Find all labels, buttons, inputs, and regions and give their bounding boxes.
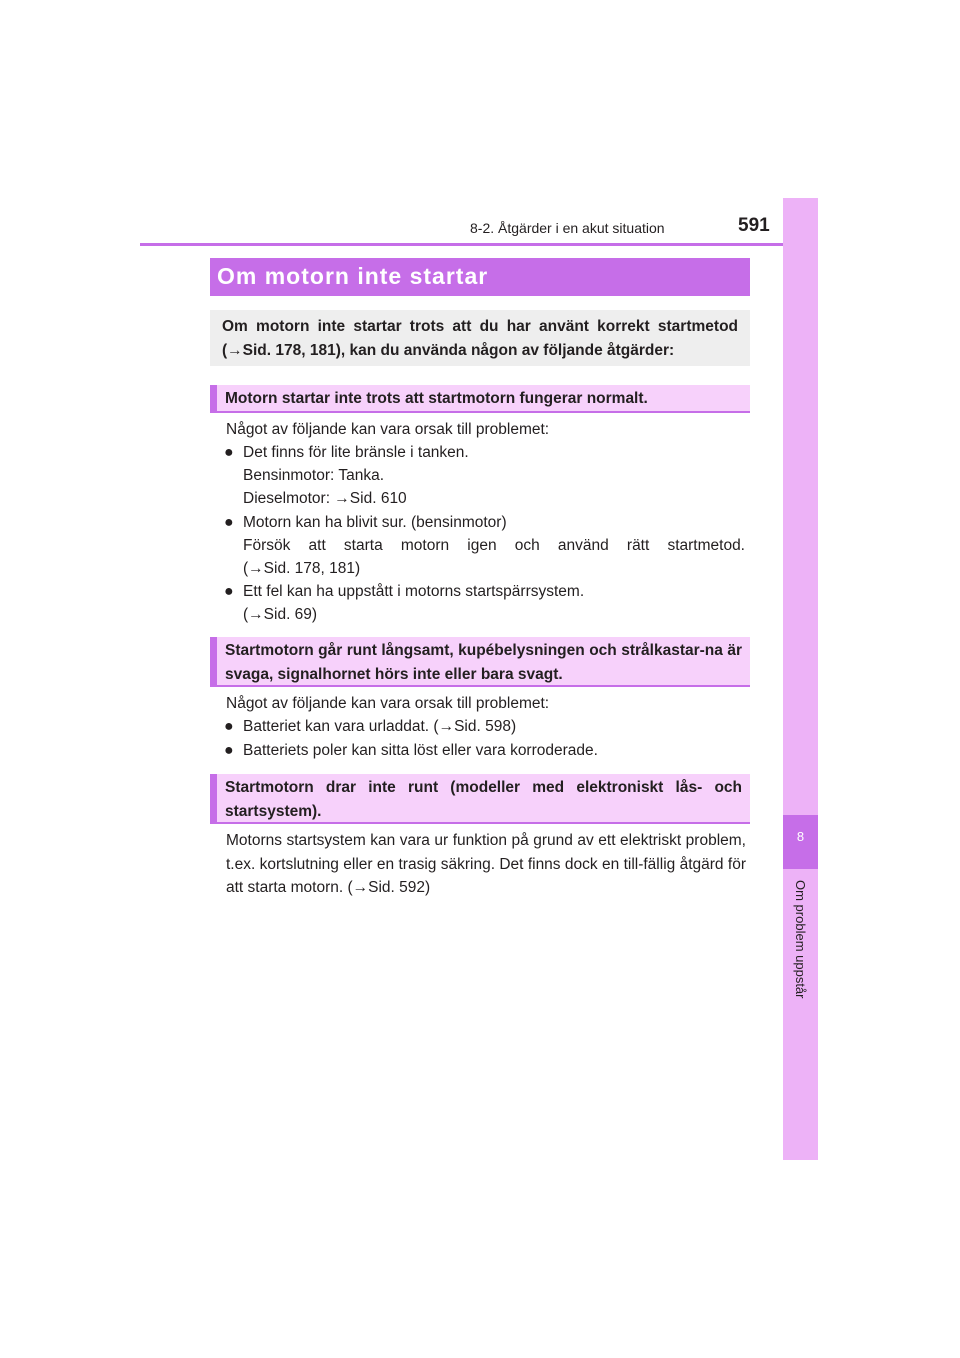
list-item: Det finns för lite bränsle i tanken. bbox=[243, 444, 469, 461]
case-heading: Startmotorn drar inte runt (modeller med elektroniskt lås- och startsystem). bbox=[210, 774, 750, 824]
bullet-icon: ● bbox=[224, 742, 234, 759]
list-item: Ett fel kan ha uppstått i motorns startspärrsystem. bbox=[243, 583, 585, 600]
list-item: Batteriet kan vara urladdat. (→Sid. 598) bbox=[243, 718, 517, 735]
list-item-detail: Dieselmotor: →Sid. 610 bbox=[243, 490, 407, 507]
page-number: 591 bbox=[738, 215, 770, 236]
bullet-icon: ● bbox=[224, 718, 234, 735]
case-heading: Startmotorn går runt långsamt, kupébelysningen och strålkastar-na är svaga, signalhornet hörs inte eller bara svagt. bbox=[210, 637, 750, 687]
bullet-icon: ● bbox=[224, 583, 234, 600]
intro-box: Om motorn inte startar trots att du har använt korrekt startmetod (→Sid. 178, 181), kan du använda någon av följande åtgärder: bbox=[210, 310, 750, 366]
list-item: Batteriets poler kan sitta löst eller vara korroderade. bbox=[243, 742, 598, 759]
list-item-detail: (→Sid. 69) bbox=[243, 606, 318, 623]
case-body: Motorns startsystem kan vara ur funktion på grund av ett elektriskt problem, t.ex. kortslutning eller en trasig säkring. Det finns dock en till-fällig åtgärd för att starta motorn. (→Sid. 592) bbox=[226, 832, 746, 896]
case-lead: Något av följande kan vara orsak till problemet: bbox=[226, 695, 550, 712]
list-item-detail: (→Sid. 178, 181) bbox=[243, 560, 361, 577]
header-section-title: 8-2. Åtgärder i en akut situation bbox=[470, 220, 665, 236]
chapter-number: 8 bbox=[796, 829, 805, 844]
header-rule bbox=[140, 243, 818, 246]
section-title: Om motorn inte startar bbox=[210, 258, 750, 296]
chapter-side-tab bbox=[783, 198, 818, 1160]
list-item-detail: Försök att starta motorn igen och använd rätt startmetod. bbox=[243, 537, 745, 554]
bullet-icon: ● bbox=[224, 444, 234, 461]
chapter-title: Om problem uppstår bbox=[793, 880, 808, 999]
list-item: Motorn kan ha blivit sur. (bensinmotor) bbox=[243, 514, 507, 531]
case-lead: Något av följande kan vara orsak till problemet: bbox=[226, 421, 550, 438]
list-item-detail: Bensinmotor: Tanka. bbox=[243, 467, 385, 484]
bullet-icon: ● bbox=[224, 514, 234, 531]
case-heading: Motorn startar inte trots att startmotorn fungerar normalt. bbox=[210, 385, 750, 413]
